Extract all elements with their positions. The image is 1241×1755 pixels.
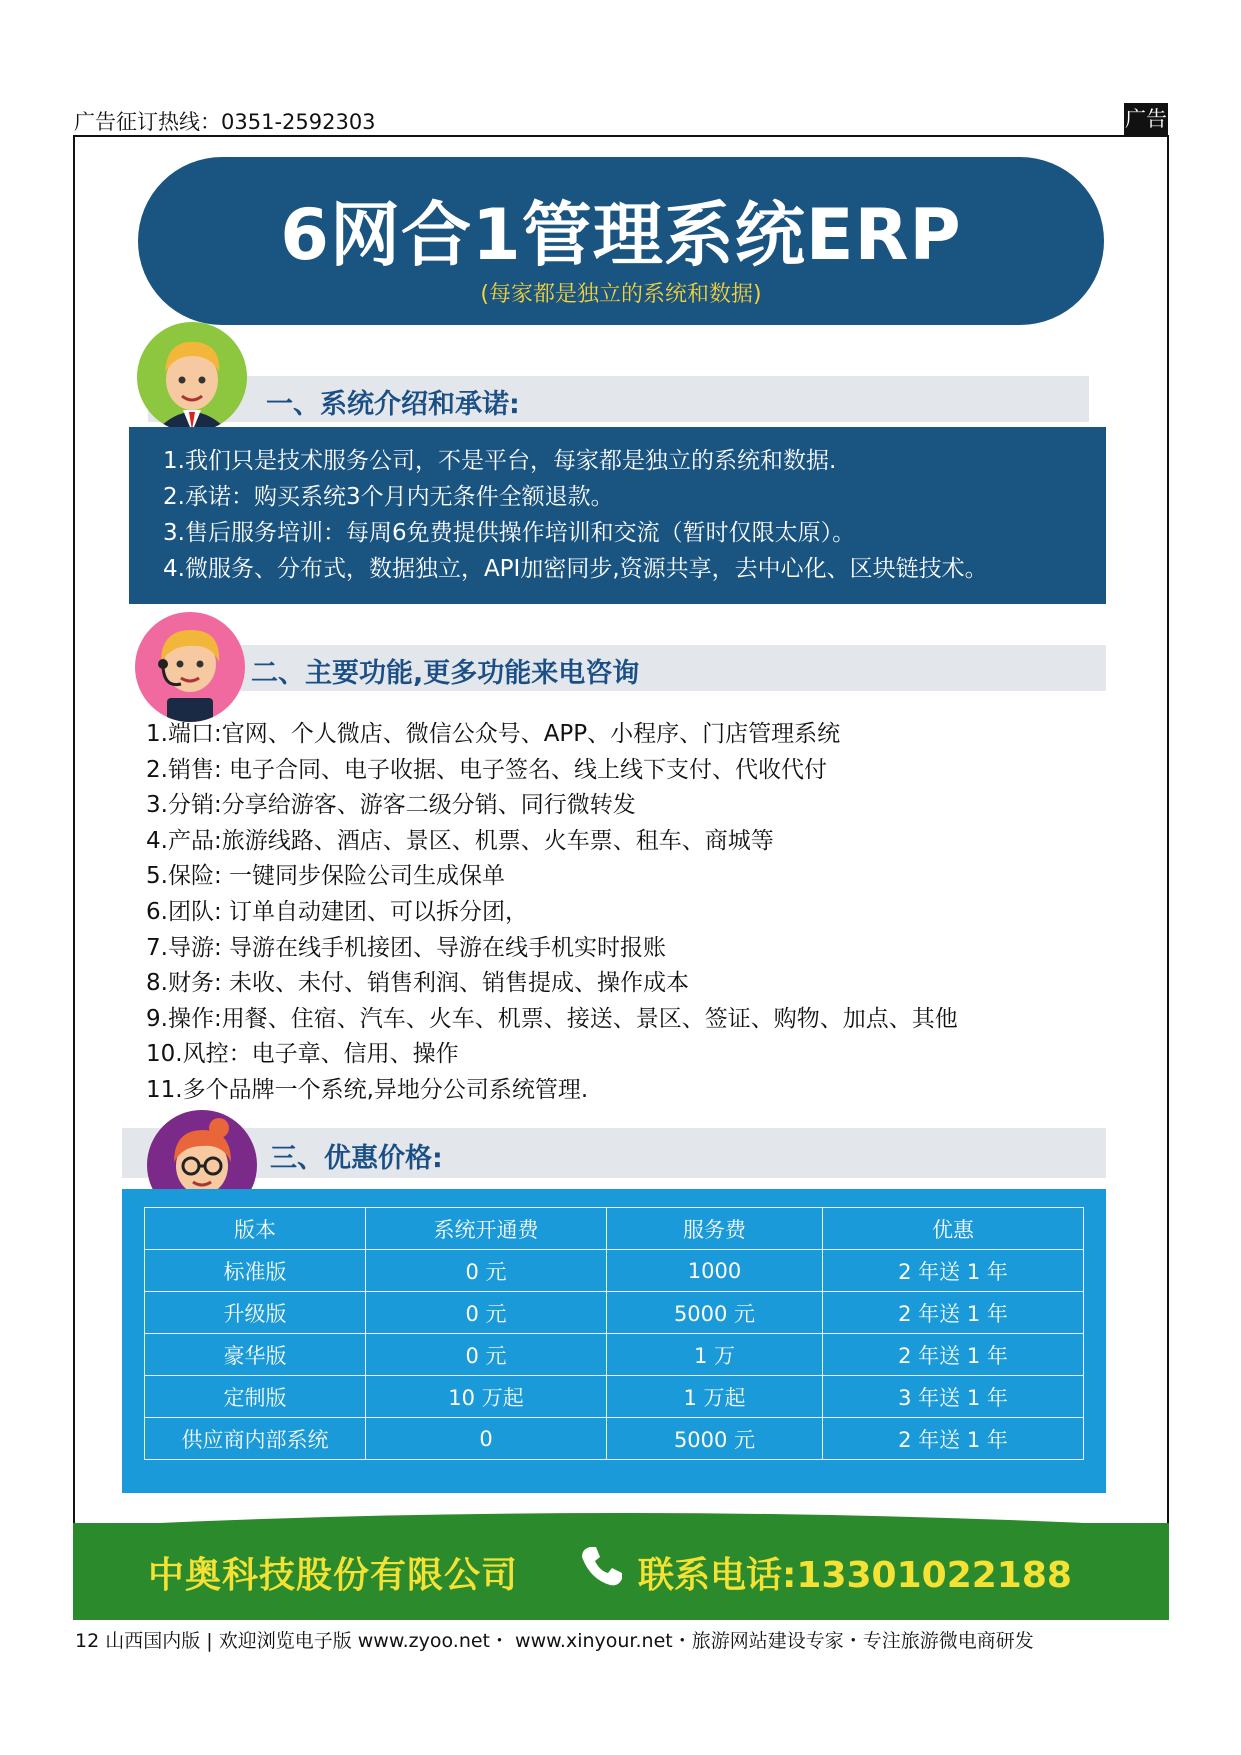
table-cell: 3 年送 1 年 — [823, 1376, 1084, 1418]
ad-hotline: 广告征订热线：0351-2592303 — [74, 110, 376, 134]
table-cell: 2 年送 1 年 — [823, 1334, 1084, 1376]
businessman-avatar-icon — [137, 322, 247, 432]
list-item: 5.保险: 一键同步保险公司生成保单 — [146, 863, 506, 890]
table-header-row — [145, 1208, 1084, 1250]
section1-header — [148, 376, 1089, 422]
contact-phone: 联系电话:13301022188 — [638, 1555, 1072, 1596]
column-header: 版本 — [145, 1208, 366, 1250]
table-cell: 0 元 — [366, 1292, 607, 1334]
table-cell: 1000 — [607, 1250, 823, 1292]
table-cell: 升级版 — [145, 1292, 366, 1334]
section3-title: 三、优惠价格: — [270, 1143, 443, 1174]
page-title: 6网合1管理系统ERP — [280, 194, 962, 276]
table-cell: 2 年送 1 年 — [823, 1292, 1084, 1334]
list-item: 11.多个品牌一个系统,异地分公司系统管理. — [146, 1076, 589, 1103]
section1-content — [129, 427, 1106, 604]
list-item: 9.操作:用餐、住宿、汽车、火车、机票、接送、景区、签证、购物、加点、其他 — [146, 1005, 958, 1032]
footer-wave-decoration — [73, 1505, 1169, 1527]
table-cell: 1 万起 — [607, 1376, 823, 1418]
table-cell: 2 年送 1 年 — [823, 1250, 1084, 1292]
table-cell: 标准版 — [145, 1250, 366, 1292]
intro-item: 4.微服务、分布式，数据独立，API加密同步,资源共享，去中心化、区块链技术。 — [163, 556, 988, 582]
table-cell: 5000 元 — [607, 1292, 823, 1334]
table-cell: 2 年送 1 年 — [823, 1418, 1084, 1460]
table-cell: 0 — [366, 1418, 607, 1460]
page-subtitle: (每家都是独立的系统和数据) — [480, 282, 762, 307]
column-header: 服务费 — [607, 1208, 823, 1250]
list-item: 2.销售: 电子合同、电子收据、电子签名、线上线下支付、代收代付 — [146, 756, 828, 783]
table-cell: 10 万起 — [366, 1376, 607, 1418]
price-table — [144, 1207, 1084, 1460]
phone-icon — [578, 1543, 624, 1593]
list-item: 3.分销:分享给游客、游客二级分销、同行微转发 — [146, 792, 636, 819]
list-item: 7.导游: 导游在线手机接团、导游在线手机实时报账 — [146, 934, 667, 961]
intro-item: 1.我们只是技术服务公司，不是平台，每家都是独立的系统和数据. — [163, 448, 837, 474]
column-header: 系统开通费 — [366, 1208, 607, 1250]
footer-banner — [73, 1523, 1169, 1620]
list-item: 8.财务: 未收、未付、销售利润、销售提成、操作成本 — [146, 970, 690, 997]
section3-header — [122, 1128, 1106, 1178]
title-banner — [138, 157, 1104, 325]
list-item: 4.产品:旅游线路、酒店、景区、机票、火车票、租车、商城等 — [146, 827, 774, 854]
table-cell: 5000 元 — [607, 1418, 823, 1460]
support-agent-avatar-icon — [135, 612, 245, 722]
section2-title: 二、主要功能,更多功能来电咨询 — [251, 658, 640, 689]
table-cell: 定制版 — [145, 1376, 366, 1418]
feature-list — [146, 717, 958, 1109]
table-cell: 供应商内部系统 — [145, 1418, 366, 1460]
list-item: 10.风控：电子章、信用、操作 — [146, 1041, 459, 1068]
company-name: 中奥科技股份有限公司 — [148, 1555, 519, 1596]
list-item: 1.端口:官网、个人微店、微信公众号、APP、小程序、门店管理系统 — [146, 721, 841, 747]
table-cell: 0 元 — [366, 1250, 607, 1292]
ad-tag: 广告 — [1124, 103, 1168, 135]
list-item: 6.团队: 订单自动建团、可以拆分团， — [146, 898, 529, 925]
table-row — [145, 1250, 1084, 1292]
table-cell: 0 元 — [366, 1334, 607, 1376]
table-cell: 1 万 — [607, 1334, 823, 1376]
intro-item: 2.承诺：购买系统3个月内无条件全额退款。 — [163, 484, 614, 510]
intro-item: 3.售后服务培训：每周6免费提供操作培训和交流（暂时仅限太原）。 — [163, 520, 856, 546]
table-row — [145, 1292, 1084, 1334]
section1-title: 一、系统介绍和承诺: — [266, 389, 520, 420]
section2-header — [148, 645, 1106, 691]
table-row — [145, 1376, 1084, 1418]
table-row — [145, 1418, 1084, 1460]
table-row — [145, 1334, 1084, 1376]
price-panel — [122, 1189, 1106, 1493]
page-footer-line: 12 山西国内版 | 欢迎浏览电子版 www.zyoo.net・ www.xinyour.net・旅游网站建设专家・专注旅游微电商研发 — [75, 1630, 1034, 1652]
column-header: 优惠 — [823, 1208, 1084, 1250]
table-cell: 豪华版 — [145, 1334, 366, 1376]
